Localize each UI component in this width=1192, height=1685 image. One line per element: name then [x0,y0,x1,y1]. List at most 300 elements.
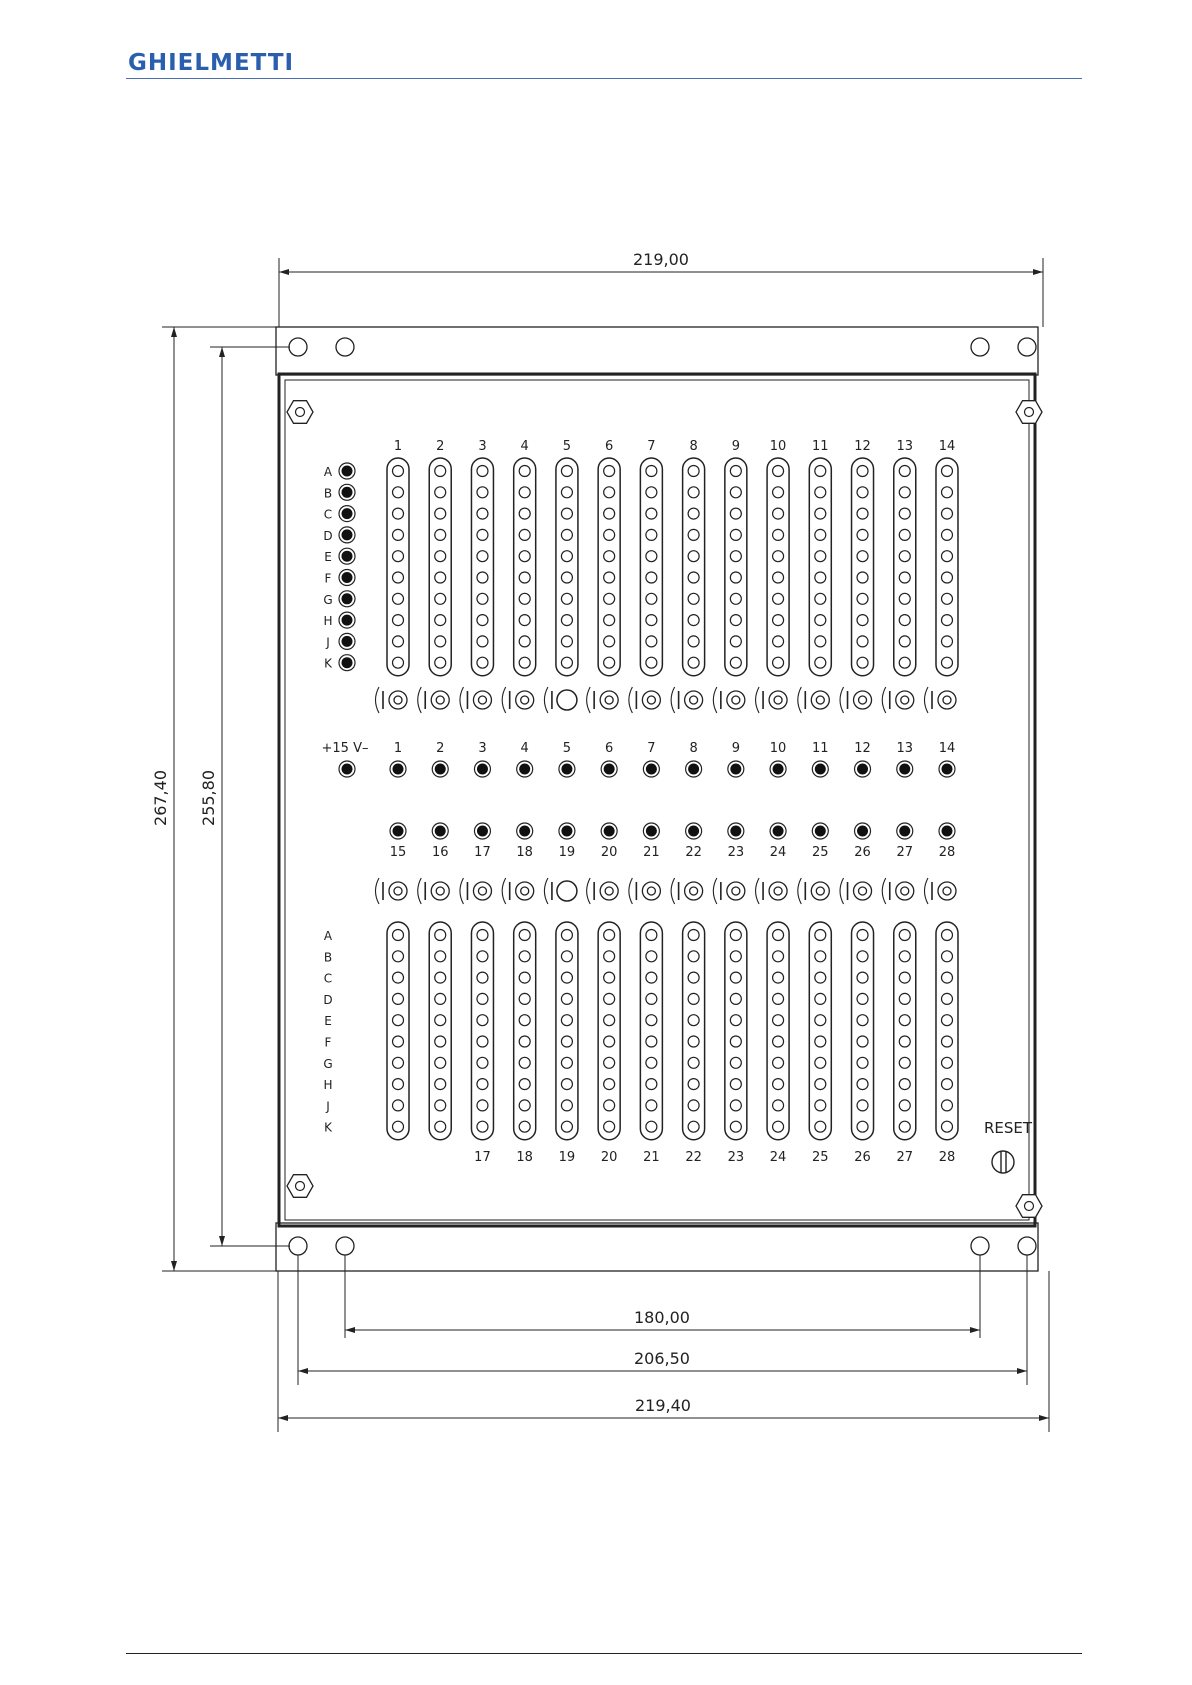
lower-switch-arc [671,878,675,904]
socket-hole [688,951,699,962]
socket-hole [815,572,826,583]
test-jack [519,826,530,837]
test-jack [604,826,615,837]
socket-hole [815,993,826,1004]
lower-switch-pot-ring [769,882,787,900]
jack-number-upper: 5 [562,741,572,756]
socket-hole [519,1057,530,1068]
socket-hole [815,466,826,477]
socket-hole [899,1079,910,1090]
column-number-top: 14 [938,439,956,454]
socket-hole [604,972,615,983]
socket-hole [941,551,952,562]
socket-hole [941,1121,952,1132]
socket-hole [857,1100,868,1111]
row-letter-top: K [324,656,332,671]
socket-hole [815,951,826,962]
test-jack [646,826,657,837]
socket-hole [393,951,404,962]
socket-hole [688,615,699,626]
socket-hole [435,636,446,647]
row-letter-bottom: F [324,1035,332,1050]
upper-switch-arc [798,687,802,713]
socket-hole [857,993,868,1004]
socket-hole [815,1015,826,1026]
row-letter-bottom: D [323,992,333,1007]
socket-hole [393,593,404,604]
socket-hole [561,930,572,941]
socket-hole [646,1121,657,1132]
socket-hole [730,1100,741,1111]
jack-number-lower: 20 [600,845,618,860]
socket-hole [773,1036,784,1047]
column-number-bottom: 25 [812,1150,829,1165]
socket-hole [730,615,741,626]
upper-switch-pot-ring [896,691,914,709]
socket-strip-bottom [683,922,705,1140]
socket-hole [730,1015,741,1026]
socket-hole [899,508,910,519]
socket-hole [646,615,657,626]
mounting-hole [971,1237,989,1255]
socket-hole [773,657,784,668]
socket-hole [857,1036,868,1047]
test-jack [815,764,826,775]
upper-switch-arc [924,687,928,713]
jack-number-lower: 24 [769,845,787,860]
test-jack [899,764,910,775]
socket-hole [477,1100,488,1111]
column-number-top: 10 [769,439,787,454]
socket-hole [857,1057,868,1068]
socket-hole [393,572,404,583]
socket-hole [604,930,615,941]
socket-strip-top [936,458,958,676]
socket-hole [604,951,615,962]
mounting-hole [336,1237,354,1255]
socket-hole [815,1079,826,1090]
hex-screw [1016,1195,1042,1218]
socket-hole [561,1079,572,1090]
socket-hole [730,1036,741,1047]
column-number-bottom: 18 [516,1150,533,1165]
row-letter-top: H [323,614,333,629]
upper-switch-pot-ring [389,691,407,709]
socket-hole [435,487,446,498]
socket-hole [815,657,826,668]
lower-switch-arc [882,878,886,904]
socket-hole [604,1036,615,1047]
hex-screw [1016,401,1042,424]
socket-strip-top [429,458,451,676]
socket-hole [393,1057,404,1068]
upper-switch-pot-ring [431,691,449,709]
socket-strip-top [640,458,662,676]
lower-switch-arc [924,878,928,904]
socket-hole [561,572,572,583]
column-number-top: 8 [689,439,698,454]
socket-hole [646,551,657,562]
socket-strip-bottom [640,922,662,1140]
lower-switch-pot-ring [938,882,956,900]
socket-hole [730,1079,741,1090]
socket-hole [899,993,910,1004]
socket-hole [941,993,952,1004]
hex-screw-head [287,1175,313,1198]
socket-hole [477,508,488,519]
socket-hole [393,972,404,983]
socket-hole [435,615,446,626]
column-number-top: 1 [393,439,403,454]
test-jack [519,764,530,775]
column-number-bottom: 22 [685,1150,702,1165]
lower-switch-pot-ring [431,882,449,900]
upper-switch-pot-ring [811,691,829,709]
socket-strip-bottom [387,922,409,1140]
upper-switch-arc [544,687,548,713]
jack-number-upper: 2 [436,741,445,756]
socket-hole [393,1100,404,1111]
socket-hole [688,972,699,983]
socket-hole [688,508,699,519]
socket-hole [773,1100,784,1111]
socket-hole [646,930,657,941]
socket-hole [561,466,572,477]
socket-strip-bottom [852,922,874,1140]
lower-switch-pot-ring [473,882,491,900]
socket-hole [519,1079,530,1090]
socket-hole [688,1079,699,1090]
socket-hole [857,529,868,540]
socket-hole [477,615,488,626]
socket-hole [393,466,404,477]
socket-hole [519,951,530,962]
lower-switch-arc [376,878,380,904]
socket-strip-top [387,458,409,676]
upper-switch-arc [756,687,760,713]
row-letter-top: C [323,507,333,522]
socket-hole [773,951,784,962]
socket-hole [941,529,952,540]
upper-switch-arc [502,687,506,713]
upper-switch-pot-ring [642,691,660,709]
socket-hole [435,993,446,1004]
socket-hole [730,993,741,1004]
socket-hole [435,930,446,941]
mounting-hole [336,338,354,356]
jack-number-lower: 17 [474,845,491,860]
dimension-hole-spacing-outer: 206,50 [634,1349,690,1368]
socket-hole [857,466,868,477]
row-letter-top: G [323,592,333,607]
jack-number-upper: 8 [689,741,698,756]
test-jack [899,826,910,837]
column-number-top: 9 [731,439,740,454]
socket-hole [899,1121,910,1132]
dimension-arrow [298,1368,308,1374]
socket-hole [941,930,952,941]
test-jack [688,826,699,837]
upper-switch-arc [882,687,886,713]
led-indicator [342,508,353,519]
upper-switch-arc [713,687,717,713]
socket-hole [393,487,404,498]
column-number-bottom: 27 [896,1150,914,1165]
socket-hole [688,1036,699,1047]
test-jack [730,826,741,837]
socket-hole [604,551,615,562]
socket-hole [899,951,910,962]
dimension-arrow [171,327,177,337]
reset-button [992,1151,1014,1173]
lower-switch-pot-ring [811,882,829,900]
column-number-bottom: 17 [474,1150,491,1165]
socket-hole [435,508,446,519]
upper-switch-pot-ring [769,691,787,709]
led-indicator [342,529,353,540]
socket-hole [604,593,615,604]
top-mounting-rail [276,327,1038,375]
socket-hole [773,972,784,983]
socket-hole [773,572,784,583]
column-number-bottom: 26 [854,1150,871,1165]
socket-hole [857,572,868,583]
socket-hole [941,487,952,498]
socket-hole [899,657,910,668]
jack-number-upper: 13 [896,741,914,756]
socket-hole [604,657,615,668]
socket-hole [773,508,784,519]
front-panel [322,439,1033,1173]
socket-hole [435,972,446,983]
socket-hole [604,1121,615,1132]
socket-hole [941,1079,952,1090]
socket-hole [519,657,530,668]
socket-hole [730,551,741,562]
socket-hole [815,1100,826,1111]
lower-switch-pot-ring [854,882,872,900]
jack-number-lower: 21 [643,845,660,860]
column-number-bottom: 19 [558,1150,576,1165]
socket-hole [477,993,488,1004]
row-letter-top: F [324,571,332,586]
socket-hole [646,466,657,477]
socket-hole [477,1079,488,1090]
socket-hole [773,1121,784,1132]
jack-number-upper: 6 [605,741,614,756]
lower-switch-pot-ring [896,882,914,900]
led-indicator [342,551,353,562]
socket-hole [773,1079,784,1090]
socket-hole [561,593,572,604]
column-number-top: 3 [478,439,487,454]
socket-hole [519,572,530,583]
socket-hole [773,487,784,498]
socket-hole [857,972,868,983]
test-jack [730,764,741,775]
socket-hole [899,572,910,583]
socket-hole [815,615,826,626]
socket-hole [646,1057,657,1068]
socket-hole [561,508,572,519]
socket-hole [393,529,404,540]
row-letter-top: B [323,486,333,501]
socket-hole [941,1015,952,1026]
jack-number-upper: 1 [393,741,403,756]
socket-hole [857,1121,868,1132]
socket-hole [646,593,657,604]
jack-number-lower: 19 [558,845,576,860]
socket-hole [857,1015,868,1026]
supply-voltage-label: +15 V– [321,741,369,756]
socket-hole [477,529,488,540]
socket-hole [730,636,741,647]
socket-hole [646,1100,657,1111]
socket-hole [941,951,952,962]
socket-hole [393,615,404,626]
test-jack [561,764,572,775]
column-number-top: 6 [605,439,614,454]
upper-switch-arc [460,687,464,713]
socket-hole [604,1079,615,1090]
socket-hole [646,993,657,1004]
socket-hole [899,529,910,540]
jack-number-lower: 28 [938,845,956,860]
row-letter-top: D [323,528,333,543]
upper-switch-arc [671,687,675,713]
socket-hole [519,1121,530,1132]
socket-hole [519,466,530,477]
socket-hole [688,572,699,583]
socket-hole [857,636,868,647]
socket-hole [688,1100,699,1111]
socket-hole [561,657,572,668]
socket-hole [815,1036,826,1047]
socket-hole [730,487,741,498]
socket-hole [899,1057,910,1068]
dimension-bottom-width: 219,40 [635,1396,691,1415]
socket-hole [857,593,868,604]
row-letter-bottom: H [323,1078,333,1093]
socket-hole [730,1121,741,1132]
socket-hole [899,1100,910,1111]
socket-hole [561,972,572,983]
socket-hole [519,615,530,626]
mounting-hole [1018,1237,1036,1255]
lower-switch-pot-ring [642,882,660,900]
socket-hole [435,1015,446,1026]
socket-hole [561,1057,572,1068]
socket-hole [561,529,572,540]
hex-screw-head [287,401,313,424]
socket-hole [899,1036,910,1047]
socket-hole [730,1057,741,1068]
socket-hole [899,972,910,983]
socket-hole [435,1036,446,1047]
socket-strip-top [852,458,874,676]
socket-hole [773,529,784,540]
lower-switch-pot-ring [516,882,534,900]
row-letter-bottom: C [323,971,333,986]
socket-hole [857,615,868,626]
socket-hole [393,508,404,519]
socket-hole [773,551,784,562]
socket-hole [646,1015,657,1026]
jack-number-lower: 25 [812,845,829,860]
socket-hole [561,1015,572,1026]
lower-switch-pot-ring [600,882,618,900]
dimension-height-inner: 255,80 [199,770,218,826]
socket-strip-top [471,458,493,676]
column-number-top: 2 [436,439,445,454]
socket-hole [561,951,572,962]
test-jack [604,764,615,775]
upper-switch-pot-ring [685,691,703,709]
dimension-arrow [219,347,225,357]
socket-strip-bottom [936,922,958,1140]
socket-hole [899,551,910,562]
socket-hole [604,636,615,647]
lower-switch-arc [544,878,548,904]
socket-hole [604,572,615,583]
socket-hole [730,508,741,519]
jack-number-upper: 14 [938,741,956,756]
socket-hole [688,551,699,562]
jack-number-upper: 10 [769,741,787,756]
mounting-hole [971,338,989,356]
socket-hole [857,951,868,962]
row-letter-bottom: K [324,1120,332,1135]
socket-hole [688,466,699,477]
socket-hole [688,593,699,604]
jack-number-lower: 27 [896,845,914,860]
test-jack [435,826,446,837]
socket-hole [477,951,488,962]
socket-hole [646,951,657,962]
socket-hole [857,508,868,519]
row-letter-bottom: E [324,1014,332,1029]
lower-switch-arc [713,878,717,904]
socket-hole [941,572,952,583]
socket-hole [477,1015,488,1026]
jack-number-upper: 9 [731,741,740,756]
socket-hole [688,529,699,540]
socket-hole [519,487,530,498]
upper-switch-pot-ring [727,691,745,709]
socket-hole [941,1057,952,1068]
socket-hole [477,487,488,498]
socket-hole [435,572,446,583]
column-number-top: 4 [520,439,529,454]
lower-switch-pot-ring [389,882,407,900]
socket-hole [730,572,741,583]
socket-hole [688,636,699,647]
hex-screw-head [1016,1195,1042,1218]
led-indicator [342,572,353,583]
socket-hole [688,1057,699,1068]
test-jack [393,764,404,775]
lower-switch-arc [798,878,802,904]
socket-hole [941,615,952,626]
socket-hole [857,930,868,941]
socket-hole [815,930,826,941]
socket-hole [899,615,910,626]
socket-hole [477,1057,488,1068]
socket-hole [519,529,530,540]
socket-hole [604,487,615,498]
socket-hole [477,1121,488,1132]
upper-switch-arc [418,687,422,713]
